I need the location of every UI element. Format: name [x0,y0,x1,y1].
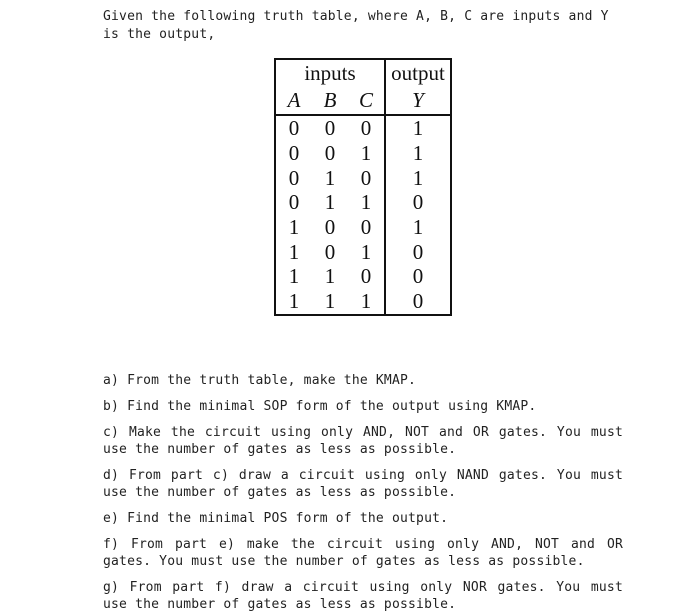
table-row [275,239,451,264]
cell-c: 0 [348,115,385,141]
cell-c: 1 [360,239,372,264]
table-row [275,115,451,141]
var-header-y: Y [385,86,451,115]
question-d: d) From part c) draw a circuit using only NAND gates. You must use the number of gates as less as possible. [103,468,623,500]
variable-header-row [275,86,451,115]
cell-b: 0 [324,141,336,166]
cell-c: 1 [360,190,372,215]
cell-a: 1 [288,264,300,289]
table-row [275,264,451,289]
cell-a: 1 [288,215,300,240]
cell-a: 1 [288,289,300,314]
cell-c: 0 [360,264,372,289]
cell-b: 0 [312,115,348,141]
question-a: a) From the truth table, make the KMAP. [103,373,417,388]
table-row [275,165,451,190]
question-b: b) Find the minimal SOP form of the output using KMAP. [103,399,537,414]
cell-y: 1 [385,215,451,240]
cell-a: 0 [288,190,300,215]
cell-b: 0 [324,239,336,264]
cell-a: 1 [288,239,300,264]
question-list [103,372,623,613]
table-row [275,190,451,215]
cell-c: 1 [360,141,372,166]
question-g: g) From part f) draw a circuit using only NOR gates. You must use the number of gates as less as possible. [103,580,623,612]
cell-y: 0 [385,239,451,264]
var-header-c: C [358,88,373,112]
question-f: f) From part e) make the circuit using only AND, NOT and OR gates. You must use the number of gates as less as possible. [103,537,623,569]
cell-b: 1 [324,289,336,314]
cell-y: 1 [385,165,451,190]
output-header: output [385,59,451,86]
table-row [275,289,451,315]
cell-y: 0 [385,190,451,215]
problem-intro: Given the following truth table, where A, B, C are inputs and Y is the output, [103,9,609,42]
question-c: c) Make the circuit using only AND, NOT and OR gates. You must use the number of gates as less as possible. [103,425,623,457]
cell-c: 0 [360,165,372,190]
truth-table [274,58,452,316]
cell-b: 0 [324,215,336,240]
cell-b: 1 [324,190,336,215]
group-header-row [275,59,451,86]
var-header-a: A [287,88,301,112]
var-header-b: B [323,88,337,112]
cell-y: 1 [385,115,451,141]
cell-a: 0 [288,165,300,190]
inputs-header: inputs [304,61,356,85]
table-row [275,215,451,240]
cell-y: 1 [385,141,451,166]
cell-c: 1 [360,289,372,314]
cell-a: 0 [288,141,300,166]
cell-c: 0 [360,215,372,240]
question-e: e) Find the minimal POS form of the output. [103,511,449,526]
cell-a: 0 [275,115,312,141]
cell-y: 0 [385,264,451,289]
cell-b: 1 [324,264,336,289]
cell-y: 0 [385,289,451,315]
table-row [275,141,451,166]
cell-b: 1 [324,165,336,190]
